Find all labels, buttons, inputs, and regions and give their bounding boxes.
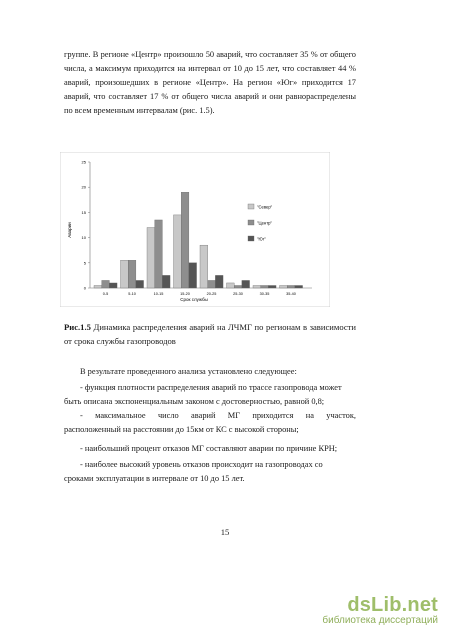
caption-label: Рис.1.5: [64, 322, 91, 332]
analysis-item-3: - наибольший процент отказов МГ составляют аварии по причине КРН;: [80, 444, 338, 453]
y-tick-label: 15: [81, 209, 86, 215]
analysis-item-4-line-2: сроками эксплуатации в интервале от 10 до 15 лет.: [64, 474, 245, 483]
bar-2-4: [215, 275, 223, 288]
bar-0-5: [227, 283, 235, 288]
x-tick-label: 35-40: [286, 292, 296, 296]
y-axis-label: Аварии: [67, 222, 72, 238]
y-tick-label: 0: [83, 285, 86, 291]
x-tick-label: 15-20: [180, 292, 190, 296]
analysis-item-1-line-1: - функция плотности распределения аварий по трассе газопровода может: [80, 383, 342, 392]
paragraph-1: группе. В регионе «Центр» произошло 50 аварий, что составляет 35 % от общего числа, а максимум приходится на интервал от 10 до 15 лет, что составляет 44 % аварий, произошедших в регионе «Центр». На регион «Юг» приходится 17 аварий, что составляет 17 % от общего числа аварий и они равнораспределены по всем временным интервалам (рис. 1.5).: [64, 50, 356, 115]
watermark-logo: dsLib.net: [347, 594, 438, 616]
analysis-item-4-line-1: - наиболее высокий уровень отказов происходит на газопроводах со: [80, 460, 323, 469]
bar-2-1: [136, 280, 144, 288]
x-axis-label: Срок службы: [180, 297, 208, 302]
caption-text: Динамика распределения аварий на ЛЧМГ по регионам в зависимости от срока службы газопроводов: [64, 322, 356, 346]
x-tick-label: 20-25: [206, 292, 217, 296]
analysis-intro: В результате проведенного анализа установлено следующее:: [80, 367, 297, 376]
bar-0-2: [147, 228, 155, 288]
analysis-item-4: [64, 458, 356, 486]
watermark: [322, 594, 438, 626]
bar-1-4: [208, 280, 216, 288]
bar-2-5: [242, 280, 250, 288]
analysis-item-2-line-2: расположенный на расстоянии до 15км от КС с высокой стороны;: [64, 425, 299, 434]
legend-label-1: "Центр": [257, 220, 272, 226]
legend-label-2: "Юг": [257, 236, 266, 242]
bar-0-1: [121, 260, 129, 288]
bar-0-6: [253, 285, 261, 288]
bar-0-4: [200, 245, 208, 288]
analysis-item-2: [64, 409, 356, 437]
bar-1-2: [155, 220, 163, 288]
bar-0-0: [94, 285, 102, 288]
watermark-subtitle: библиотека диссертаций: [322, 615, 438, 626]
x-tick-label: 0-5: [102, 292, 109, 296]
bar-1-7: [287, 285, 295, 288]
x-tick-label: 25-30: [233, 292, 243, 296]
y-tick-label: 5: [83, 260, 86, 266]
bar-1-1: [128, 260, 136, 288]
bar-2-3: [189, 263, 197, 288]
bar-1-3: [181, 192, 189, 288]
analysis-item-1: [64, 381, 356, 409]
bar-1-6: [261, 285, 269, 288]
bar-1-5: [234, 285, 242, 288]
bar-2-7: [295, 285, 303, 288]
y-tick-label: 25: [81, 159, 86, 165]
legend-swatch-2: [248, 236, 254, 241]
legend-swatch-0: [248, 204, 254, 209]
analysis-item-1-line-2: быть описана экспоненциальным законом с достоверностью, равной 0,8;: [64, 397, 325, 406]
bar-1-0: [102, 280, 110, 288]
bar-2-0: [109, 283, 117, 288]
bar-chart: [60, 152, 330, 307]
legend-swatch-1: [248, 220, 254, 225]
page-number: 15: [220, 527, 230, 537]
bar-0-7: [280, 285, 288, 288]
x-tick-label: 10-15: [153, 292, 164, 296]
x-tick-label: 5-10: [128, 292, 136, 296]
bar-2-2: [162, 275, 170, 288]
x-tick-label: 30-35: [259, 292, 270, 296]
analysis-item-2-line-1: - максимальное число аварий МГ приходится на участок,: [80, 411, 356, 420]
figure-caption: [64, 320, 356, 348]
y-tick-label: 10: [81, 235, 86, 241]
legend-label-0: "Север": [257, 204, 273, 210]
bar-0-3: [174, 215, 182, 288]
bar-2-6: [268, 285, 276, 288]
y-tick-label: 20: [81, 184, 86, 190]
